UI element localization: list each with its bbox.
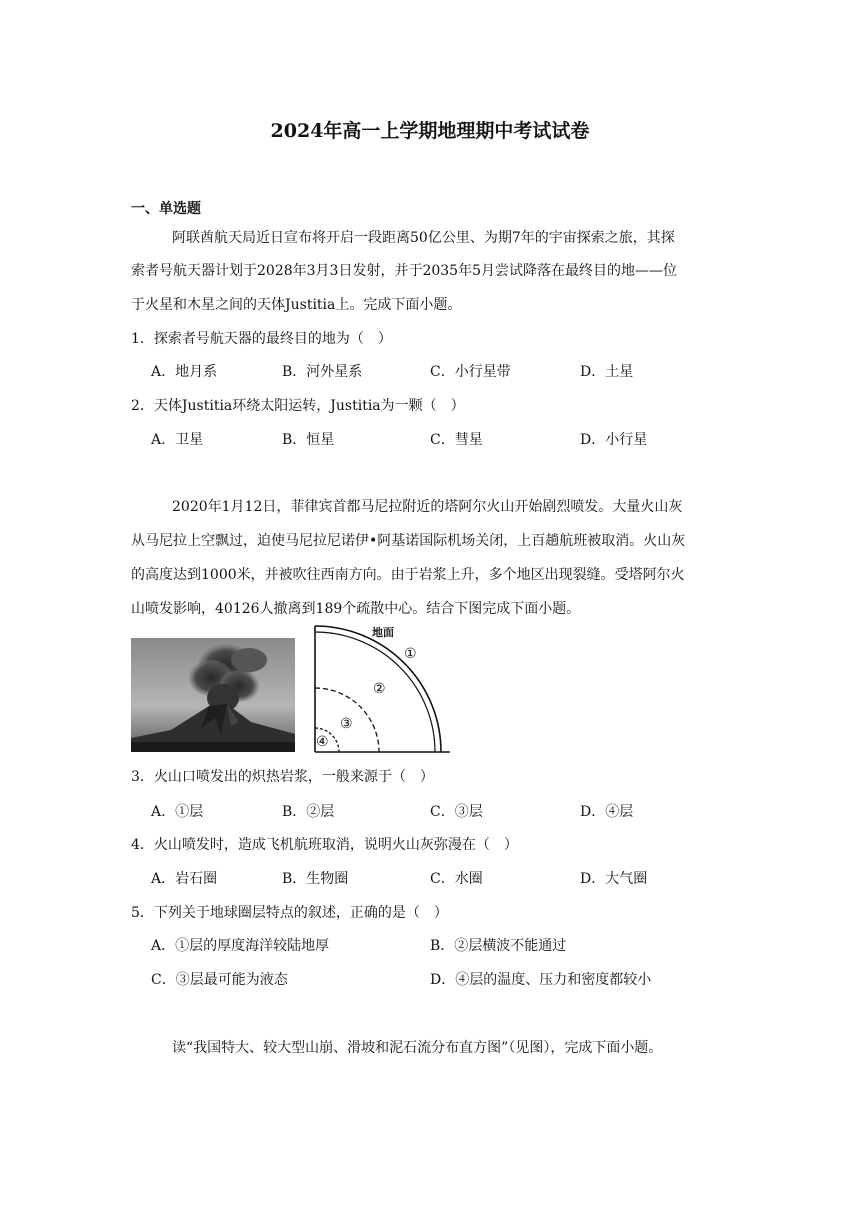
q5-option-d: D．④层的温度、压力和密度都较小 xyxy=(430,972,652,988)
passage-line: 于火星和木星之间的天体Justitia上。完成下面小题。 xyxy=(131,297,462,313)
q1-option-c: C．小行星带 xyxy=(430,364,511,380)
passage-line: 从马尼拉上空飘过，迫使马尼拉尼诺伊•阿基诺国际机场关闭，上百趟航班被取消。火山灰 xyxy=(131,533,686,549)
volcano-photo xyxy=(131,638,295,752)
passage-line: 山喷发影响，40126人撤离到189个疏散中心。结合下图完成下面小题。 xyxy=(131,601,581,617)
layer-label-2: ② xyxy=(373,681,386,697)
passage-line: 2020年1月12日，菲律宾首都马尼拉附近的塔阿尔火山开始剧烈喷发。大量火山灰 xyxy=(172,499,683,515)
q4-option-d: D．大气圈 xyxy=(580,871,648,887)
q2-option-b: B．恒星 xyxy=(282,432,335,448)
passage-line: 阿联酋航天局近日宣布将开启一段距离50亿公里、为期7年的宇宙探索之旅，其探 xyxy=(172,230,675,246)
q4-option-c: C．水圈 xyxy=(430,871,483,887)
q3-option-d: D．④层 xyxy=(580,804,634,820)
layer-label-4: ④ xyxy=(316,734,329,750)
passage-line: 的高度达到1000米，并被吹往西南方向。由于岩浆上升，多个地区出现裂缝。受塔阿尔火 xyxy=(131,567,685,583)
q4-option-a: A．岩石圈 xyxy=(151,871,218,887)
q5-option-b: B．②层横波不能通过 xyxy=(430,938,567,954)
page-title: 2024年高一上学期地理期中考试试卷 xyxy=(270,120,590,142)
layer-label-1: ① xyxy=(404,646,417,662)
q2-option-d: D．小行星 xyxy=(580,432,648,448)
section-heading: 一、单选题 xyxy=(131,201,201,217)
q5-option-c: C．③层最可能为液态 xyxy=(151,972,288,988)
layer-label-3: ③ xyxy=(340,716,353,732)
q3-option-a: A．①层 xyxy=(151,804,204,820)
question-1-stem: 1．探索者号航天器的最终目的地为（ ） xyxy=(131,331,392,347)
question-4-stem: 4．火山喷发时，造成飞机航班取消，说明火山灰弥漫在（ ） xyxy=(131,837,518,853)
q2-option-a: A．卫星 xyxy=(151,432,204,448)
q3-option-b: B．②层 xyxy=(282,804,335,820)
q1-option-b: B．河外星系 xyxy=(282,364,363,380)
passage-line: 读“我国特大、较大型山崩、滑坡和泥石流分布直方图”（见图），完成下面小题。 xyxy=(172,1040,663,1056)
q5-option-a: A．①层的厚度海洋较陆地厚 xyxy=(151,938,330,954)
question-2-stem: 2．天体Justitia环绕太阳运转，Justitia为一颗（ ） xyxy=(131,398,465,414)
q1-option-d: D．土星 xyxy=(580,364,634,380)
q3-option-c: C．③层 xyxy=(430,804,483,820)
q2-option-c: C．彗星 xyxy=(430,432,483,448)
q1-option-a: A．地月系 xyxy=(151,364,218,380)
passage-line: 索者号航天器计划于2028年3月3日发射，并于2035年5月尝试降落在最终目的地——位 xyxy=(131,263,677,279)
surface-label: 地面 xyxy=(372,626,394,639)
question-5-stem: 5．下列关于地球圈层特点的叙述，正确的是（ ） xyxy=(131,905,448,921)
q4-option-b: B．生物圈 xyxy=(282,871,349,887)
question-3-stem: 3．火山口喷发出的炽热岩浆，一般来源于（ ） xyxy=(131,769,434,785)
